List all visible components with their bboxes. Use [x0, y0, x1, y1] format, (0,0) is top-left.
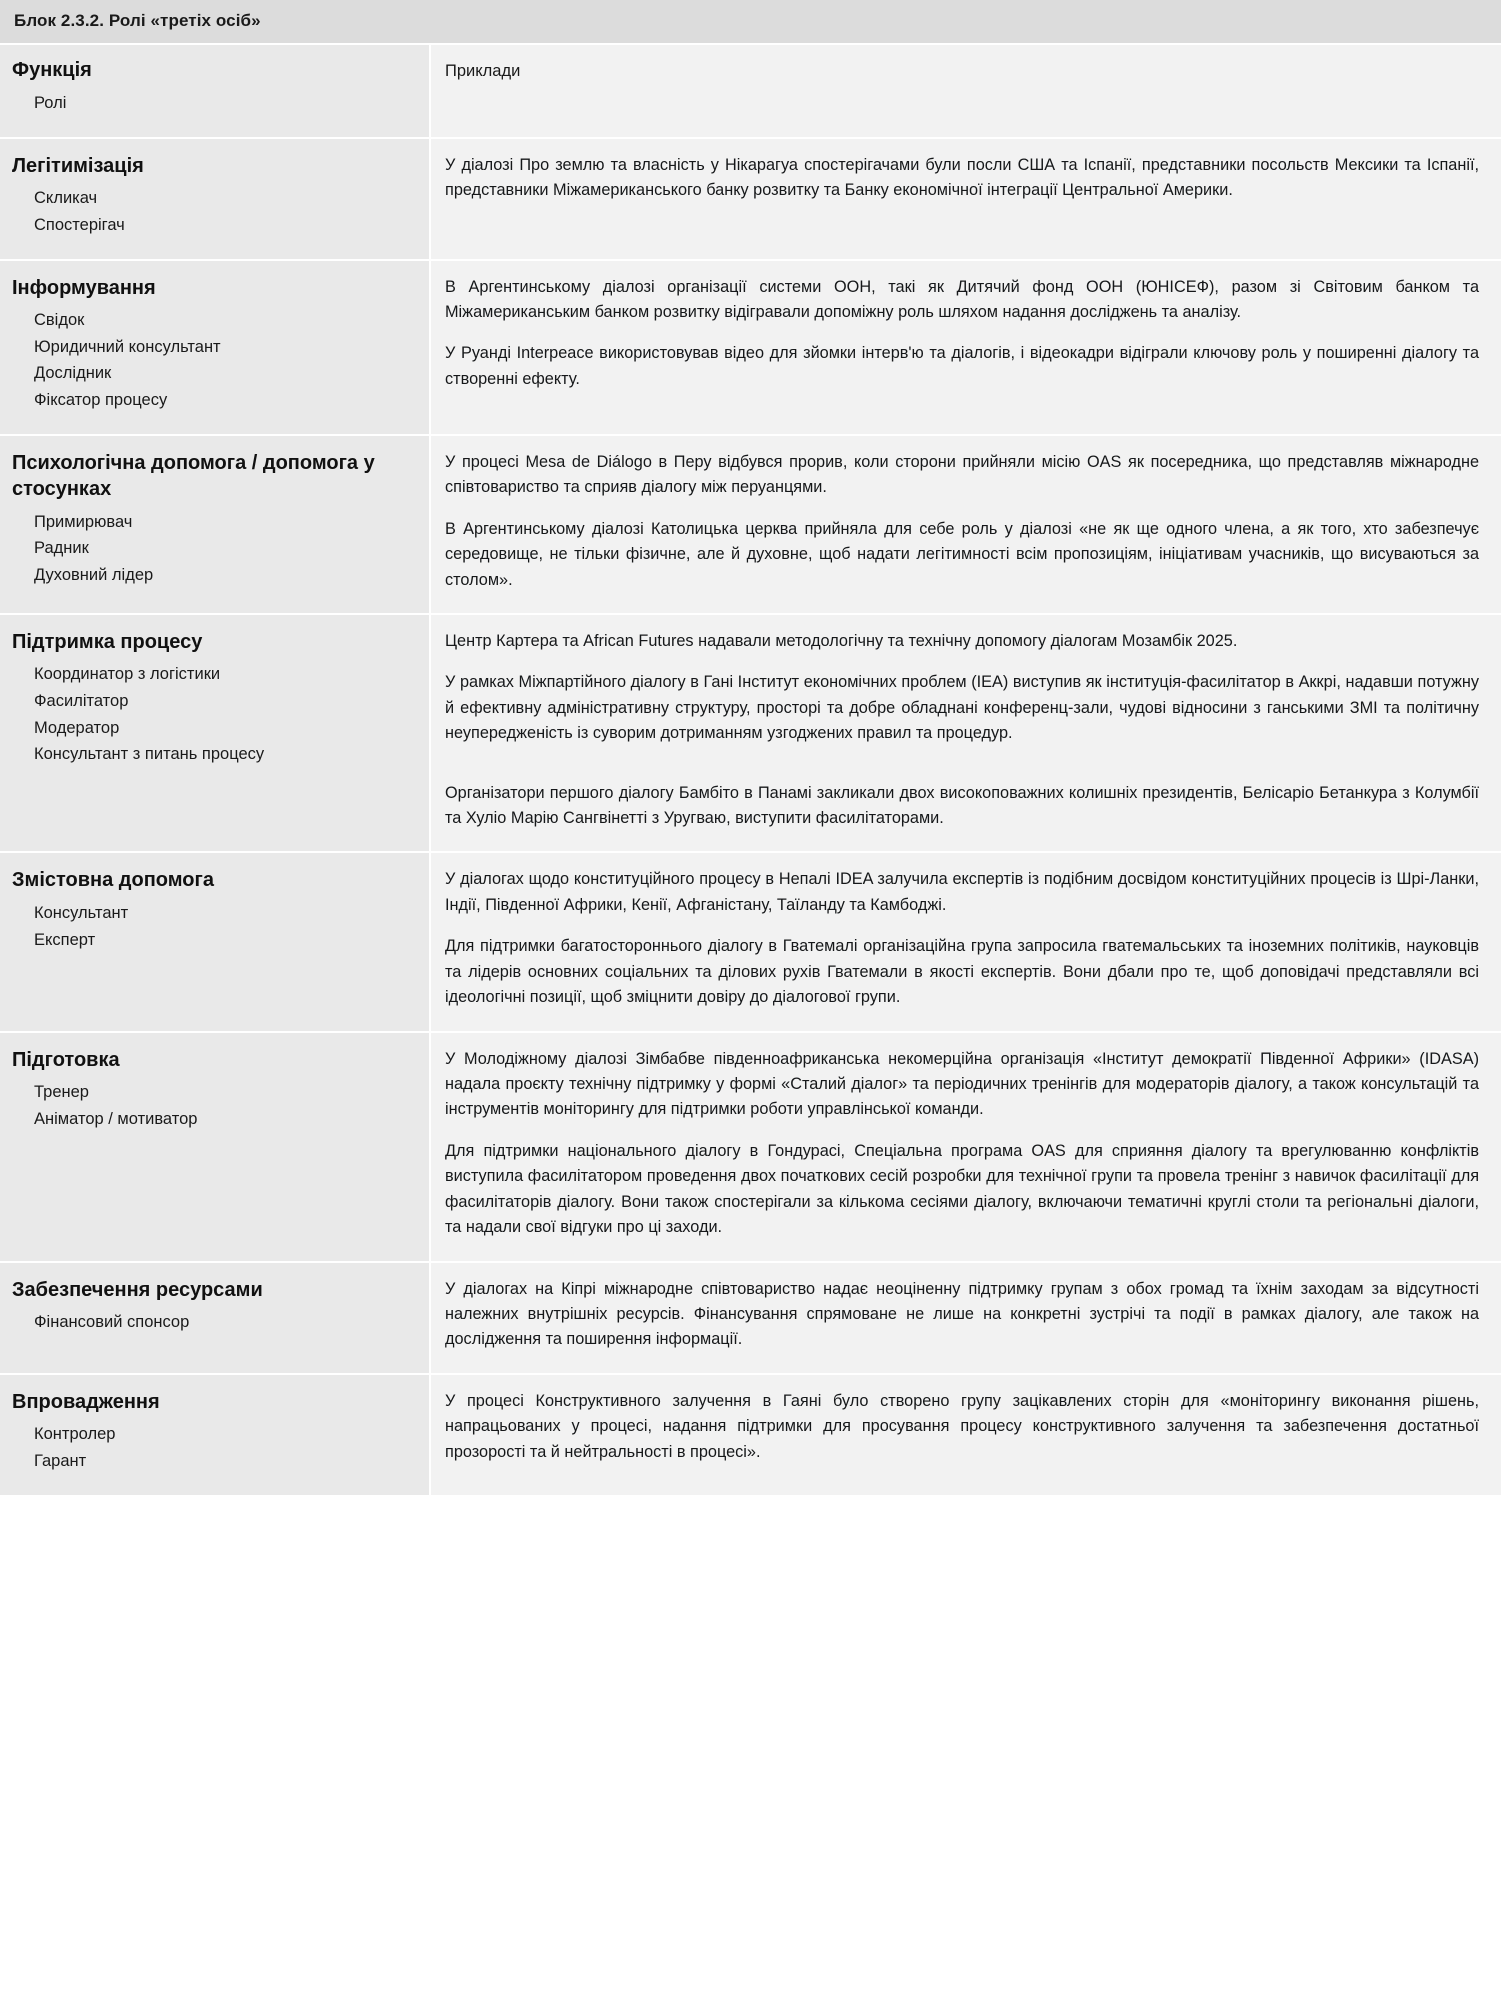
role-item: Дослідник [34, 364, 112, 383]
table-title-row [0, 0, 1501, 44]
roles-list [12, 509, 413, 589]
examples-cell [430, 852, 1501, 1031]
examples-cell [430, 1262, 1501, 1374]
table-row [0, 1374, 1501, 1496]
table-title-cell [0, 0, 1501, 44]
example-paragraph: У діалогах щодо конституційного процесу в Непалі IDEA залучила експертів із подібним досвідом конституційних процесів із Шрі-Ланки, Індії, Південної Африки, Кенії, Афганістану, Таїланду та Камбоджі. [445, 870, 1480, 914]
role-item: Фасилітатор [34, 692, 129, 711]
example-paragraph: У Руанді Interpeace використовував відео для зйомки інтерв'ю та діалогів, і відеокадри відіграли ключову роль у поширенні діалогу та створенні ефекту. [445, 344, 1480, 388]
function-title: Змістовна допомога [12, 869, 214, 892]
header-examples-cell [430, 44, 1501, 138]
header-roles-list [12, 90, 413, 117]
example-paragraph: В Аргентинському діалозі Католицька церква прийняла для себе роль у діалозі «не як ще одного члена, а як того, хто забезпечує середовище, не тільки фізичне, але й духовне, щоб надати легітимності всім пропозиціям, ініціативам учасників, що висуваються за столом». [445, 519, 1480, 589]
header-examples-label: Приклади [445, 62, 521, 80]
roles-list [12, 1421, 413, 1474]
example-paragraph: Для підтримки національного діалогу в Гондурасі, Спеціальна програма OAS для сприяння діалогу та врегулюванню конфліктів виступила фасилітатором проведення двох початкових сесій розробки для технічної групи та провела тренінг з навичок фасилітації для фасилітаторів діалогу. Вони також спостерігали за кількома сесіями діалогу, включаючи тематичні круглі столи та регіональні діалоги, та надали свої відгуки про ці заходи. [445, 1141, 1480, 1237]
table-row [0, 1032, 1501, 1262]
role-item: Модератор [34, 718, 120, 737]
header-function-label: Функція [12, 59, 92, 81]
role-item: Консультант з питань процесу [34, 745, 265, 764]
function-cell [0, 614, 430, 853]
function-cell [0, 260, 430, 435]
examples-cell [430, 1374, 1501, 1496]
table-row [0, 1262, 1501, 1374]
role-item: Юридичний консультант [34, 337, 221, 356]
role-item: Гарант [34, 1451, 87, 1470]
roles-list [12, 1309, 413, 1336]
roles-list [12, 900, 413, 953]
example-paragraph: У процесі Конструктивного залучення в Гаяні було створено групу зацікавлених сторін для «моніторингу виконання рішень, напрацьованих у процесі, надання підтримки для просування процесу конструктивного залучення та забезпечення достатньої прозорості та й нейтральності в процесі». [445, 1391, 1480, 1461]
example-paragraph: У процесі Mesa de Diálogo в Перу відбувся прорив, коли сторони прийняли місію OAS як посередника, що представляв міжнародне співтовариство та сприяв діалогу між перуанцями. [445, 452, 1480, 497]
header-function-cell [0, 44, 430, 138]
role-item: Аніматор / мотиватор [34, 1109, 198, 1128]
example-paragraph: Для підтримки багатостороннього діалогу в Гватемалі організаційна група запросила гватемальських та іноземних політиків, науковців та лідерів основних соціальних та ділових рухів Гватемали в якості експертів. Вони дбали про те, щоб доповідачі представляли всі ідеологічні позиції, щоб зміцнити довіру до діалогової групи. [445, 937, 1480, 1007]
role-item: Радник [34, 539, 89, 558]
example-paragraph: У діалогах на Кіпрі міжнародне співтовариство надає неоціненну підтримку групам з обох громад та їхнім заходам за відсутності належних внутрішніх ресурсів. Фінансування спрямоване не лише на конкретні зустрічі та події в рамках діалогу, але також на дослідження та поширення інформації. [445, 1279, 1480, 1349]
roles-list [12, 661, 413, 768]
function-title: Впровадження [12, 1390, 160, 1413]
function-title: Підтримка процесу [12, 630, 203, 653]
example-paragraph: В Аргентинському діалозі організації системи ООН, такі як Дитячий фонд ООН (ЮНІСЕФ), разом зі Світовим банком та Міжамериканським банком розвитку відігравали допоміжну роль шляхом надання досліджень та аналізу. [445, 277, 1480, 321]
role-item: Тренер [34, 1082, 89, 1101]
example-paragraph: Центр Картера та African Futures надавали методологічну та технічну допомогу діалогам Мозамбік 2025. [445, 631, 1238, 650]
examples-cell [430, 138, 1501, 260]
table-title: Блок 2.3.2. Ролі «третіх осіб» [14, 11, 261, 30]
role-item: Духовний лідер [34, 566, 154, 585]
role-item: Скликач [34, 189, 98, 208]
examples-cell [430, 1032, 1501, 1262]
table-row [0, 260, 1501, 435]
function-cell [0, 1374, 430, 1496]
function-cell [0, 435, 430, 614]
function-title: Інформування [12, 276, 156, 299]
role-item: Фіксатор процесу [34, 391, 168, 410]
function-title: Легітимізація [12, 154, 144, 177]
example-paragraph: У Молодіжному діалозі Зімбабве південноафриканська некомерційна організація «Інститут демократії Південної Африки» (IDASA) надала проєкту технічну підтримку у формі «Сталий діалог» та періодичних тренінгів для модераторів діалогу, а також консультацій та інструментів моніторингу для підтримки роботи управлінської команди. [445, 1049, 1480, 1119]
function-title: Психологічна допомога / допомога у стосунках [12, 451, 375, 501]
header-roles-sublabel: Ролі [34, 94, 67, 112]
function-cell [0, 1032, 430, 1262]
role-item: Фінансовий спонсор [34, 1312, 190, 1331]
examples-cell [430, 614, 1501, 853]
example-paragraph: У рамках Міжпартійного діалогу в Гані Інститут економічних проблем (IEA) виступив як інституція-фасилітатор в Аккрі, надавши потужну й ефективну адміністративну структуру, просторі та добре обладнані конференц-зали, чудові відносини з ганськими ЗМІ та політичну неупередженість із суворим дотриманням узгоджених правил та процедур. [445, 673, 1480, 743]
roles-list [12, 307, 413, 414]
function-title: Забезпечення ресурсами [12, 1278, 263, 1301]
role-item: Експерт [34, 930, 96, 949]
table-header-row [0, 44, 1501, 138]
examples-cell [430, 260, 1501, 435]
function-cell [0, 1262, 430, 1374]
function-title: Підготовка [12, 1048, 120, 1071]
roles-list [12, 1079, 413, 1132]
role-item: Контролер [34, 1425, 116, 1444]
function-cell [0, 852, 430, 1031]
table-row [0, 614, 1501, 853]
table-row [0, 852, 1501, 1031]
role-item: Консультант [34, 903, 129, 922]
role-item: Координатор з логістики [34, 665, 221, 684]
role-item: Примирювач [34, 512, 133, 531]
roles-list [12, 185, 413, 238]
example-paragraph: Організатори першого діалогу Бамбіто в Панамі закликали двох високоповажних колишніх президентів, Белісаріо Бетанкура з Колумбії та Хуліо Марію Сангвінетті з Уругваю, виступити фасилітаторами. [445, 783, 1480, 828]
role-item: Спостерігач [34, 215, 125, 234]
role-item: Свідок [34, 310, 85, 329]
example-paragraph: У діалозі Про землю та власність у Нікарагуа спостерігачами були посли США та Іспанії, представники посольств Мексики та Іспанії, представники Міжамериканського банку розвитку та Банку економічної інтеграції Центральної Америки. [445, 155, 1480, 200]
table-row [0, 435, 1501, 614]
function-cell [0, 138, 430, 260]
examples-cell [430, 435, 1501, 614]
table-row [0, 138, 1501, 260]
